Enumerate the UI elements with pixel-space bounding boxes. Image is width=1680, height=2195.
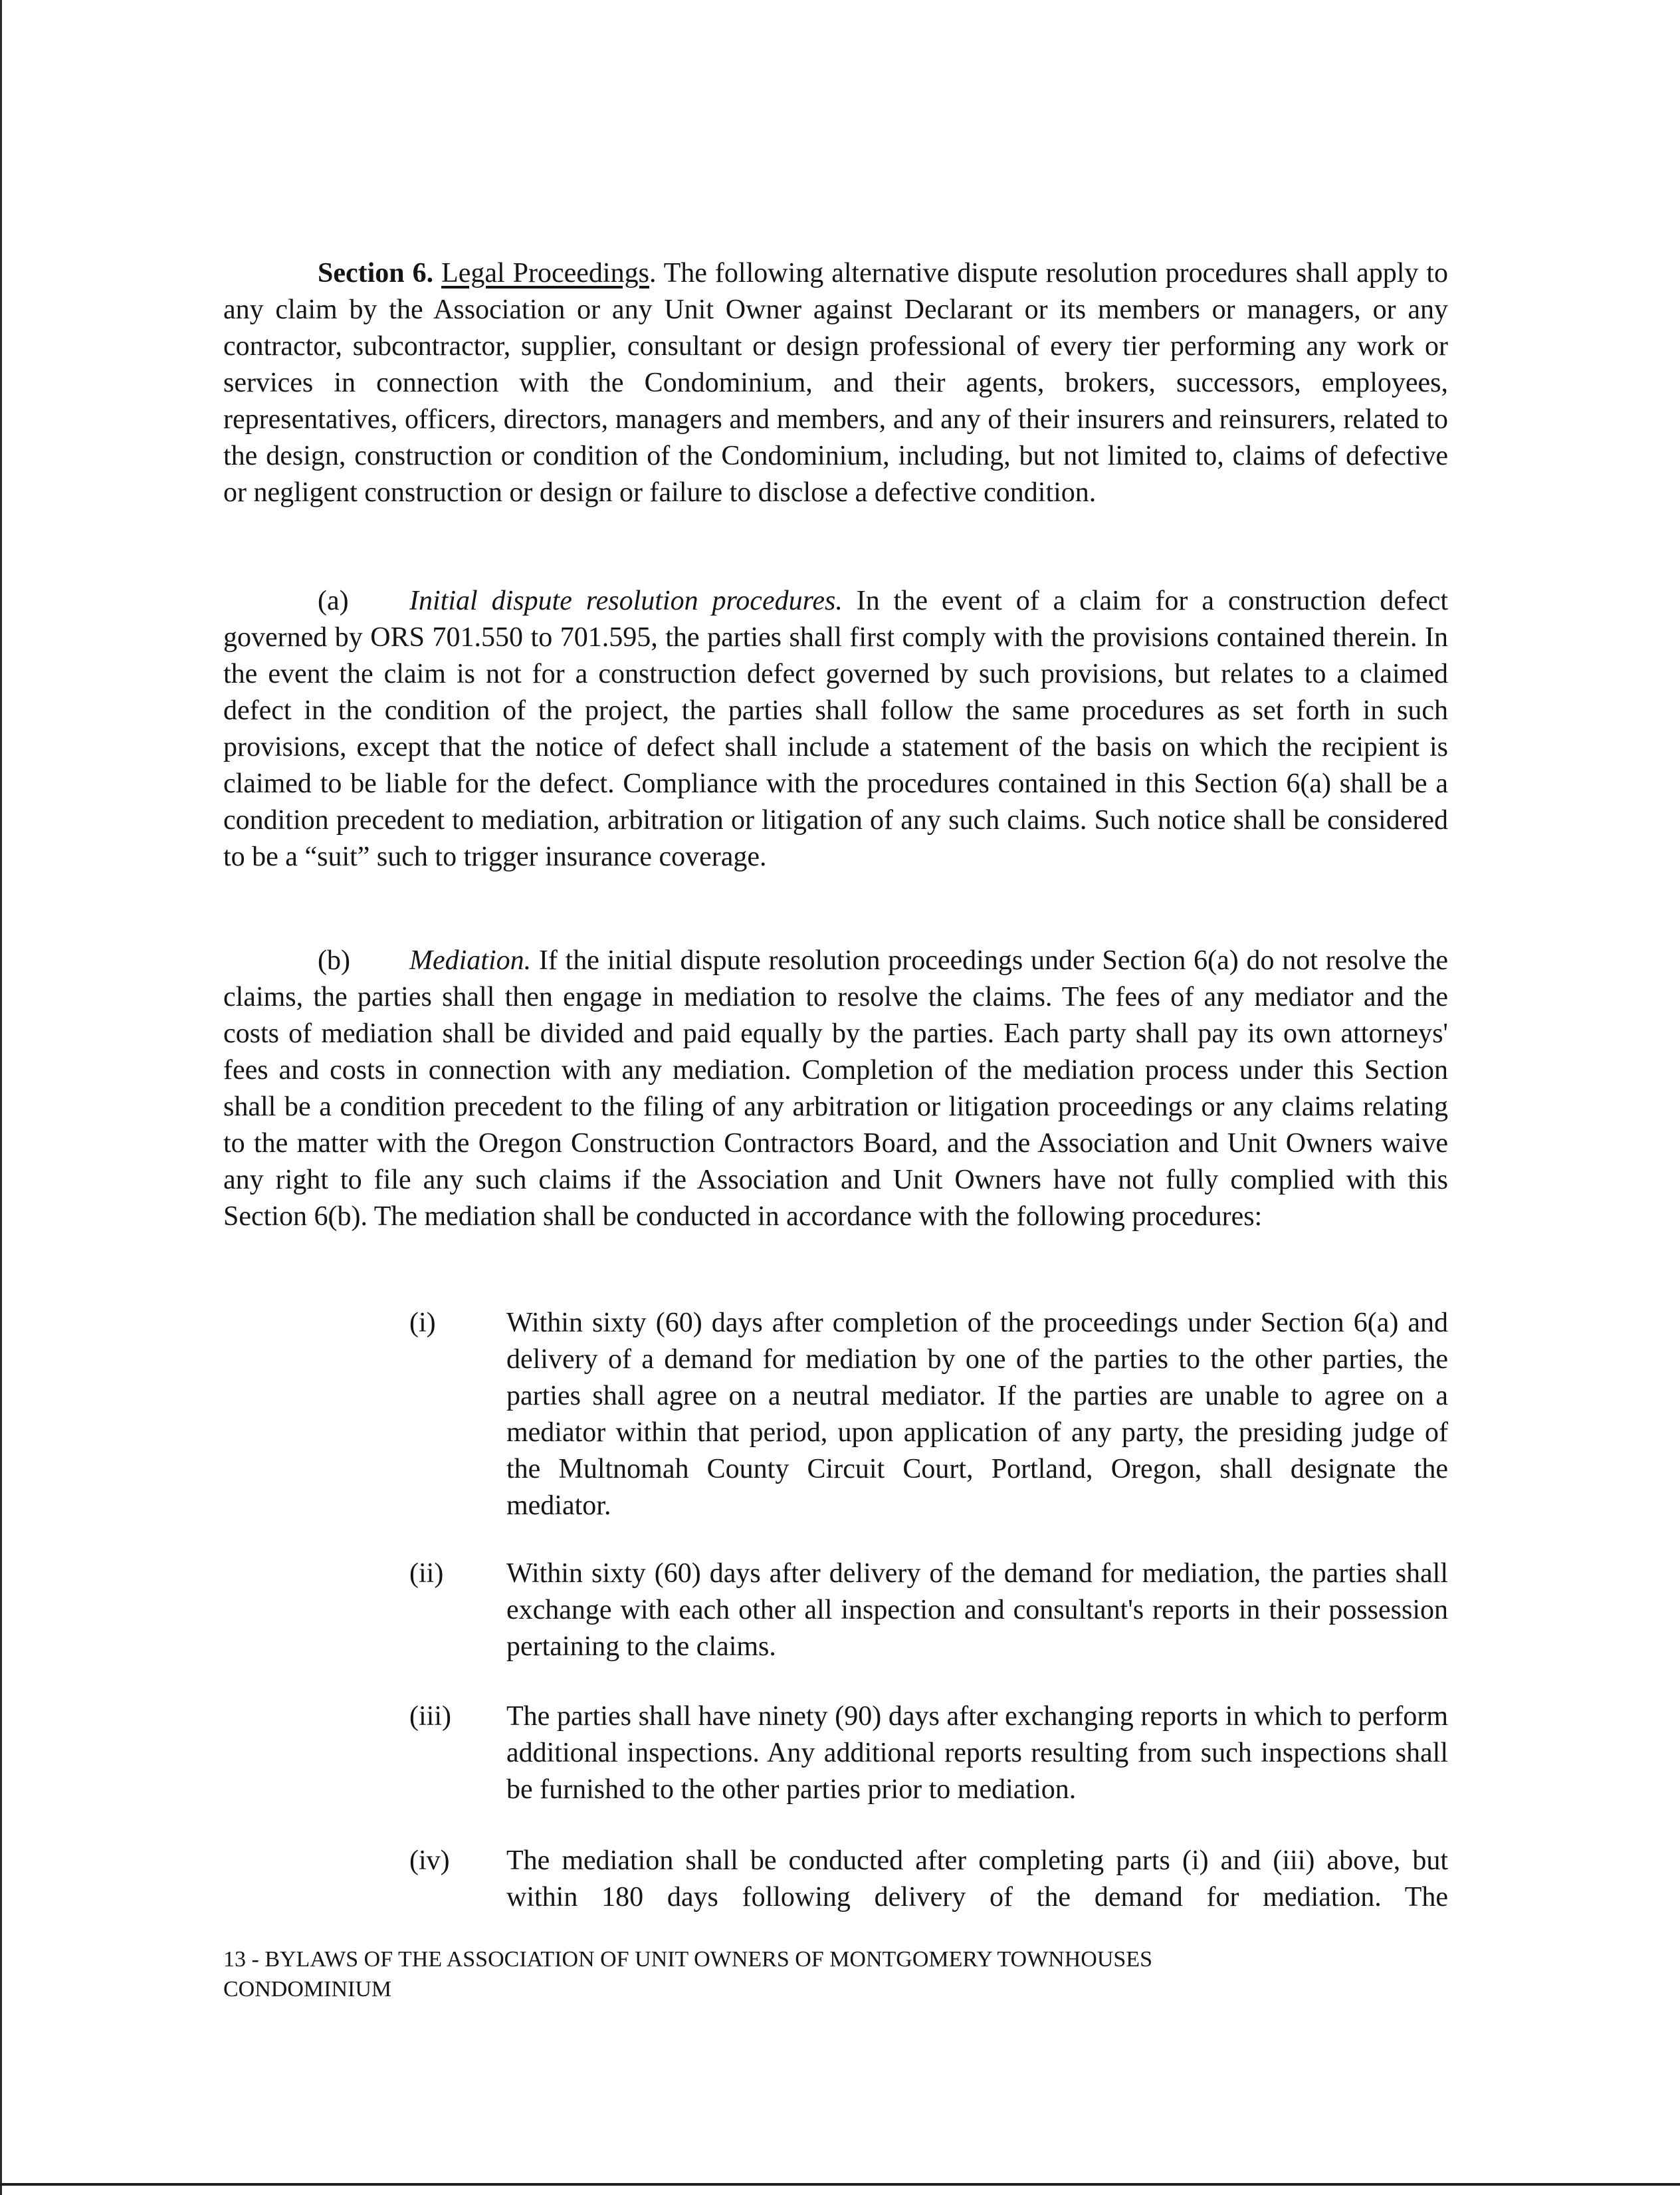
para-b	[223, 943, 1448, 1235]
section-intro-text: . The following alternative dispute resolution procedures shall apply to any claim by the Association or any Unit Owner against Declarant or its members or managers, or any contractor, subcontractor, supplier, consultant or design professional of every tier performing any work or services in connection with the Condominium, and their agents, brokers, successors, employees, representatives, officers, directors, managers and members, and any of their insurers and reinsurers, related to the design, construction or condition of the Condominium, including, but not limited to, claims of defective or negligent construction or design or failure to disclose a defective condition.	[223, 258, 1449, 508]
section-6-paragraph	[223, 255, 1448, 511]
footer-line-1: 13 - BYLAWS OF THE ASSOCIATION OF UNIT OWNERS OF MONTGOMERY TOWNHOUSES	[223, 1947, 1152, 1972]
para-a-label: (a)	[318, 586, 349, 616]
item-iii-label: (iii)	[409, 1701, 451, 1732]
section-title: Legal Proceedings	[441, 258, 649, 289]
item-i-label: (i)	[409, 1308, 436, 1338]
item-iii-text: The parties shall have ninety (90) days after exchanging reports in which to perform additional inspections. Any additional reports resulting from such inspections shall be furnished to the other parties prior to mediation.	[506, 1701, 1448, 1805]
para-a-title: Initial dispute resolution procedures.	[409, 586, 843, 616]
para-b-title: Mediation.	[409, 945, 532, 976]
section-heading: Section 6.	[318, 258, 434, 289]
para-a-text: In the event of a claim for a construction defect governed by ORS 701.550 to 701.595, the parties shall first comply with the provisions contained therein. In the event the claim is not for a construction defect governed by such provisions, but relates to a claimed defect in the condition of the project, the parties shall follow the same procedures as set forth in such provisions, except that the notice of defect shall include a statement of the basis on which the recipient is claimed to be liable for the defect. Compliance with the procedures contained in this Section 6(a) shall be a condition precedent to mediation, arbitration or litigation of any such claims. Such notice shall be considered to be a “suit” such to trigger insurance coverage.	[223, 586, 1449, 872]
scan-edge-left	[0, 0, 2, 2195]
para-a	[223, 583, 1448, 875]
scan-edge-bottom	[0, 2183, 1680, 2186]
para-b-label: (b)	[318, 945, 350, 976]
footer-line-2: CONDOMINIUM	[223, 1977, 392, 2002]
page-footer	[223, 1944, 1340, 2004]
item-ii-label: (ii)	[409, 1558, 444, 1589]
item-i-text: Within sixty (60) days after completion of the proceedings under Section 6(a) and delivery of a demand for mediation by one of the parties to the other parties, the parties shall agree on a neutral mediator. If the parties are unable to agree on a mediator within that period, upon application of any party, the presiding judge of the Multnomah County Circuit Court, Portland, Oregon, shall designate the mediator.	[506, 1308, 1448, 1521]
item-iv-label: (iv)	[409, 1845, 450, 1876]
para-b-text: If the initial dispute resolution proceedings under Section 6(a) do not resolve the claims, the parties shall then engage in mediation to resolve the claims. The fees of any mediator and the costs of mediation shall be divided and paid equally by the parties. Each party shall pay its own attorneys' fees and costs in connection with any mediation. Completion of the mediation process under this Section shall be a condition precedent to the filing of any arbitration or litigation proceedings or any claims relating to the matter with the Oregon Construction Contractors Board, and the Association and Unit Owners waive any right to file any such claims if the Association and Unit Owners have not fully complied with this Section 6(b). The mediation shall be conducted in accordance with the following procedures:	[223, 945, 1448, 1232]
item-ii-text: Within sixty (60) days after delivery of the demand for mediation, the parties shall exchange with each other all inspection and consultant's reports in their possession pertaining to the claims.	[506, 1558, 1448, 1662]
item-iv-text: The mediation shall be conducted after completing parts (i) and (iii) above, but within 180 days following delivery of the demand for mediation. The	[506, 1845, 1448, 1912]
